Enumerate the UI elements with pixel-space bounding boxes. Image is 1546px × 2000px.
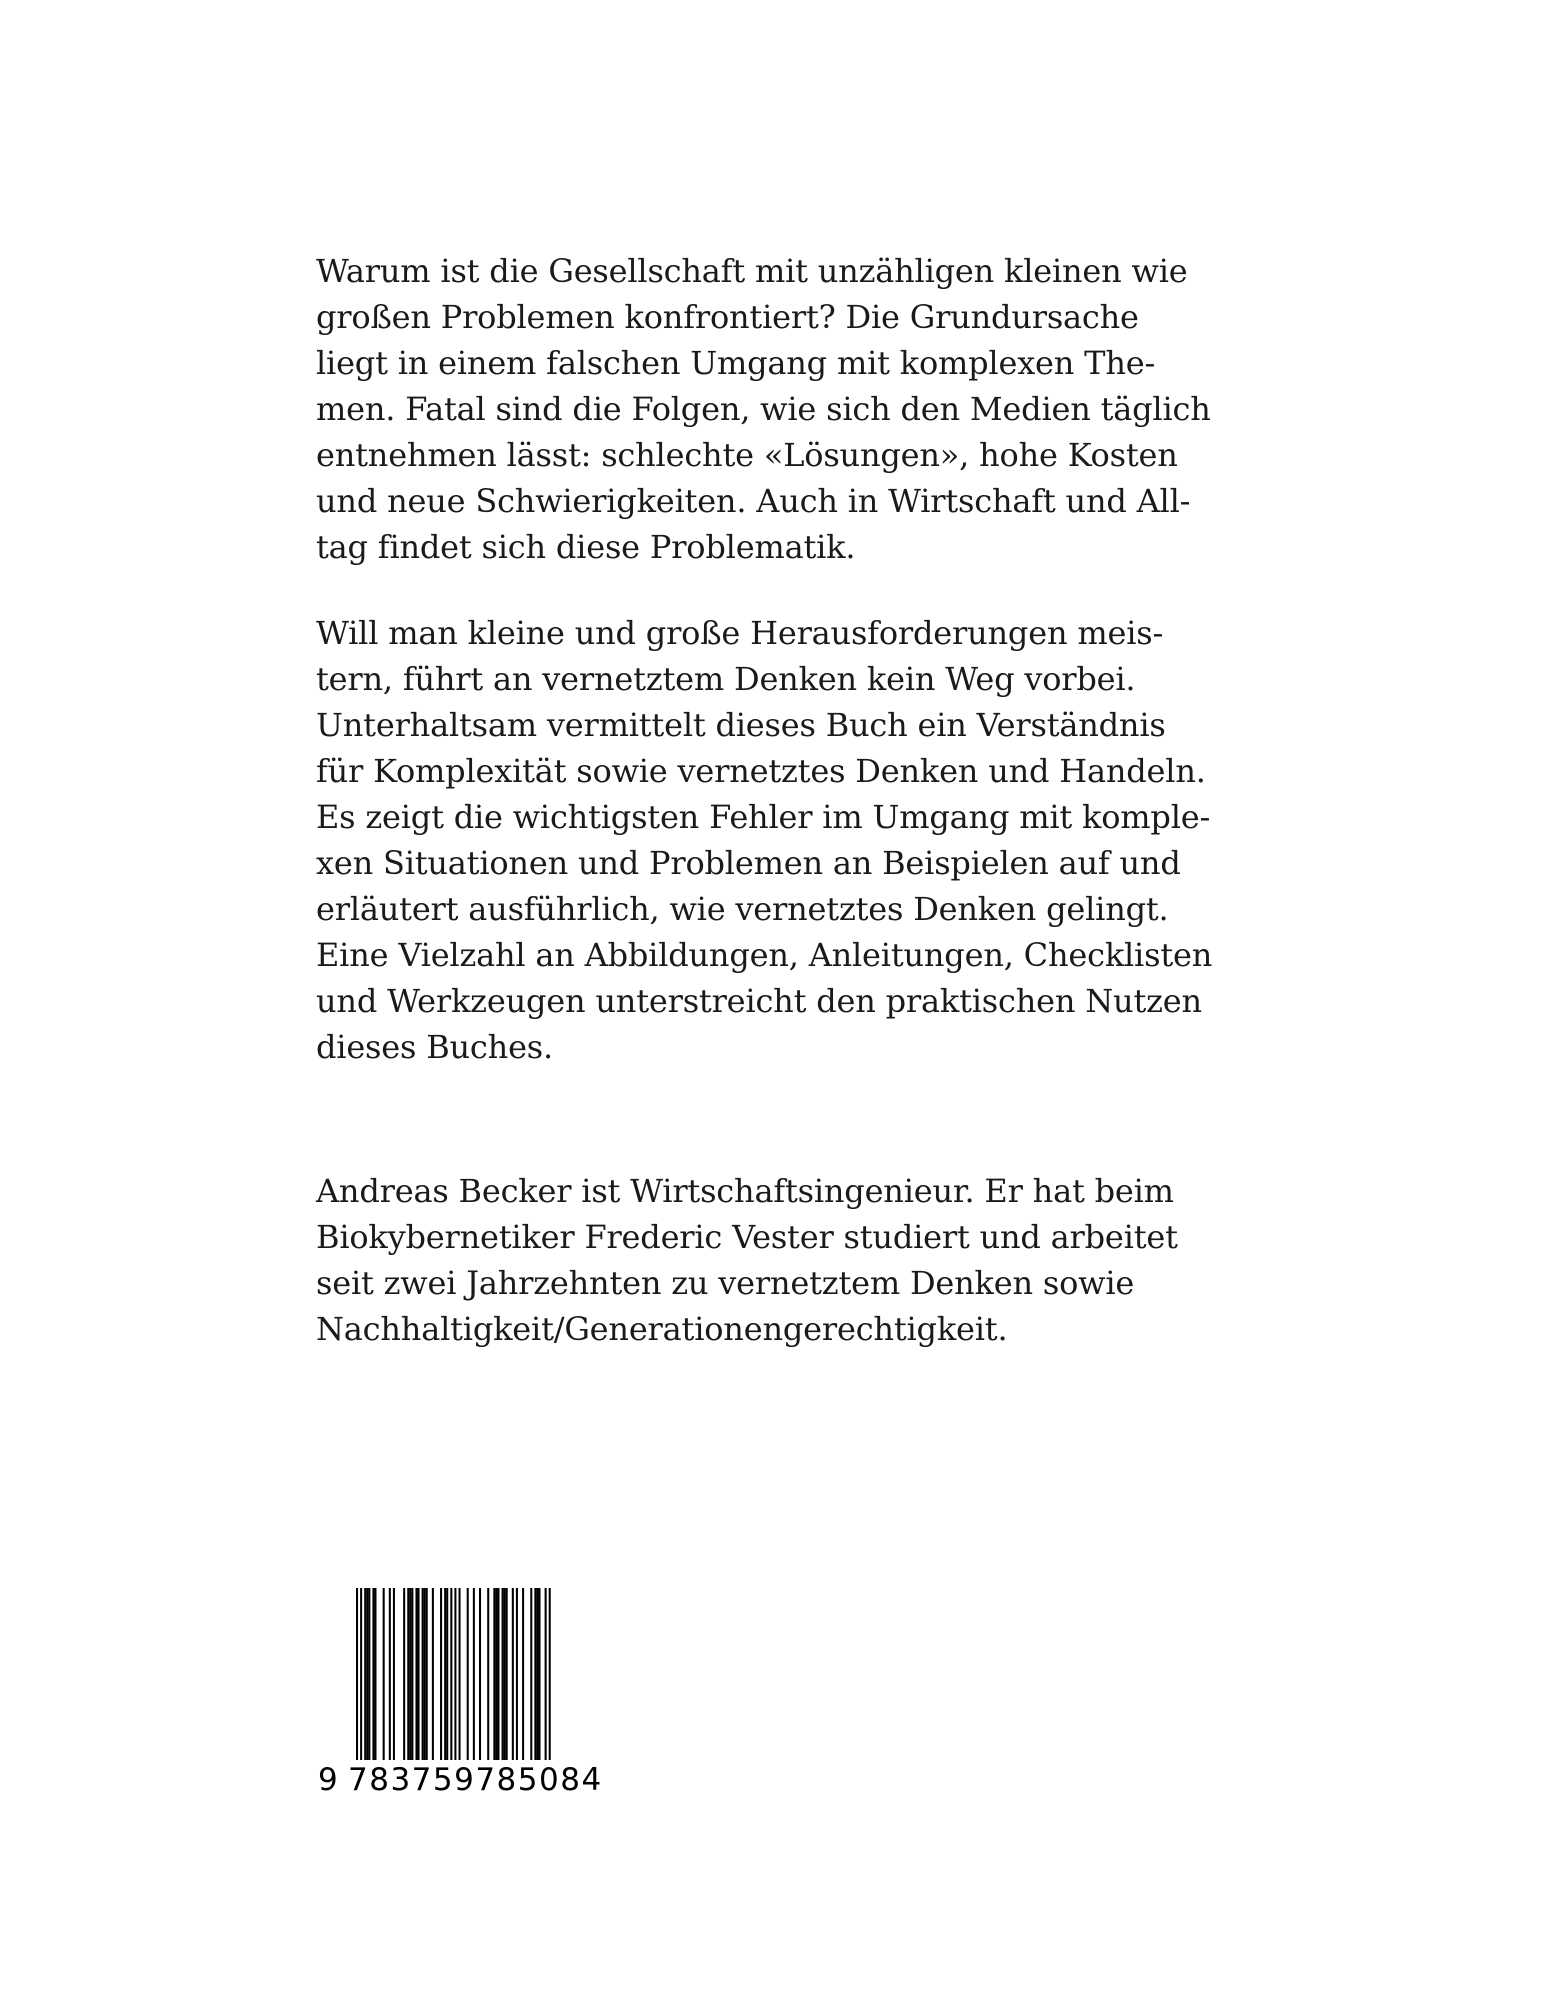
- barcode-bar: [407, 1588, 409, 1760]
- barcode-bar: [403, 1588, 405, 1760]
- barcode-number: [318, 1760, 605, 1800]
- barcode-bar: [506, 1588, 508, 1760]
- barcode-bar: [366, 1588, 368, 1760]
- isbn-barcode: [318, 1588, 608, 1814]
- barcode-bar: [473, 1588, 475, 1760]
- text-line: liegt in einem falschen Umgang mit komplexen The-: [316, 344, 1156, 382]
- barcode-bar: [409, 1588, 411, 1760]
- barcode-bar: [516, 1588, 518, 1760]
- barcode-bar: [459, 1588, 461, 1760]
- barcode-bar: [364, 1588, 366, 1760]
- barcode-bar: [389, 1588, 391, 1760]
- text-line: seit zwei Jahrzehnten zu vernetztem Denken sowie: [316, 1264, 1135, 1302]
- text-line: tag findet sich diese Problematik.: [316, 528, 856, 566]
- text-line: Es zeigt die wichtigsten Fehler im Umgang mit komple-: [316, 798, 1211, 836]
- barcode-bar: [426, 1588, 428, 1760]
- barcode-bar: [415, 1588, 417, 1760]
- text-line: großen Problemen konfrontiert? Die Grundursache: [316, 298, 1139, 336]
- text-line: erläutert ausführlich, wie vernetztes Denken gelingt.: [316, 890, 1169, 928]
- barcode-bar: [444, 1588, 446, 1760]
- barcode-bar: [536, 1588, 538, 1760]
- barcode-bar: [368, 1588, 370, 1760]
- text-line: für Komplexität sowie vernetztes Denken und Handeln.: [316, 752, 1206, 790]
- barcode-bar: [495, 1588, 497, 1760]
- barcode-bar: [502, 1588, 504, 1760]
- barcode-bar: [522, 1588, 524, 1760]
- barcode-bar: [545, 1588, 547, 1784]
- text-line: Nachhaltigkeit/Generationengerechtigkeit.: [316, 1310, 1008, 1348]
- text-line: dieses Buches.: [316, 1028, 553, 1066]
- text-line: Warum ist die Gesellschaft mit unzähligen kleinen wie: [316, 252, 1188, 290]
- text-line: und Werkzeugen unterstreicht den praktischen Nutzen: [316, 982, 1202, 1020]
- barcode-bar: [497, 1588, 499, 1760]
- text-line: Unterhaltsam vermittelt dieses Buch ein Verständnis: [316, 706, 1166, 744]
- barcode-bar: [424, 1588, 426, 1760]
- barcode-bar: [493, 1588, 495, 1760]
- barcode-bar: [440, 1588, 442, 1760]
- barcode-bar: [372, 1588, 374, 1760]
- barcode-bar: [411, 1588, 413, 1760]
- barcode-bar: [530, 1588, 532, 1760]
- barcode-bar: [374, 1588, 376, 1760]
- barcode-bar: [534, 1588, 536, 1760]
- description-paragraph-1: [316, 248, 1236, 570]
- barcode-bar: [512, 1588, 514, 1760]
- barcode-bars: [318, 1588, 608, 1788]
- text-line: men. Fatal sind die Folgen, wie sich den Medien täglich: [316, 390, 1211, 428]
- text-line: xen Situationen und Problemen an Beispielen auf und: [316, 844, 1181, 882]
- barcode-bar: [479, 1588, 481, 1760]
- text-line: Will man kleine und große Herausforderungen meis-: [316, 614, 1164, 652]
- barcode-bar: [383, 1588, 385, 1760]
- barcode-bar: [356, 1588, 358, 1784]
- barcode-bar: [446, 1588, 448, 1760]
- barcode-bar: [454, 1588, 456, 1784]
- barcode-bar: [432, 1588, 434, 1760]
- description-paragraph-2: [316, 610, 1236, 1070]
- author-bio: [316, 1168, 1236, 1352]
- barcode-bar: [467, 1588, 469, 1760]
- text-line: Biokybernetiker Frederic Vester studiert und arbeitet: [316, 1218, 1178, 1256]
- text-line: Eine Vielzahl an Abbildungen, Anleitungen, Checklisten: [316, 936, 1213, 974]
- text-line: und neue Schwierigkeiten. Auch in Wirtschaft und All-: [316, 482, 1191, 520]
- barcode-bar: [549, 1588, 551, 1784]
- barcode-digits: 783759785084: [348, 1762, 603, 1798]
- text-line: Andreas Becker ist Wirtschaftsingenieur. Er hat beim: [316, 1172, 1174, 1210]
- barcode-bar: [418, 1588, 420, 1760]
- barcode-bar: [487, 1588, 489, 1760]
- barcode-bar: [538, 1588, 540, 1760]
- text-line: tern, führt an vernetztem Denken kein Weg vorbei.: [316, 660, 1136, 698]
- text-line: entnehmen lässt: schlechte «Lösungen», hohe Kosten: [316, 436, 1178, 474]
- barcode-bar: [450, 1588, 452, 1784]
- barcode-bar: [504, 1588, 506, 1760]
- barcode-bar: [393, 1588, 395, 1760]
- barcode-lead-digit: 9: [318, 1762, 340, 1798]
- barcode-bar: [422, 1588, 424, 1760]
- barcode-bar: [360, 1588, 362, 1784]
